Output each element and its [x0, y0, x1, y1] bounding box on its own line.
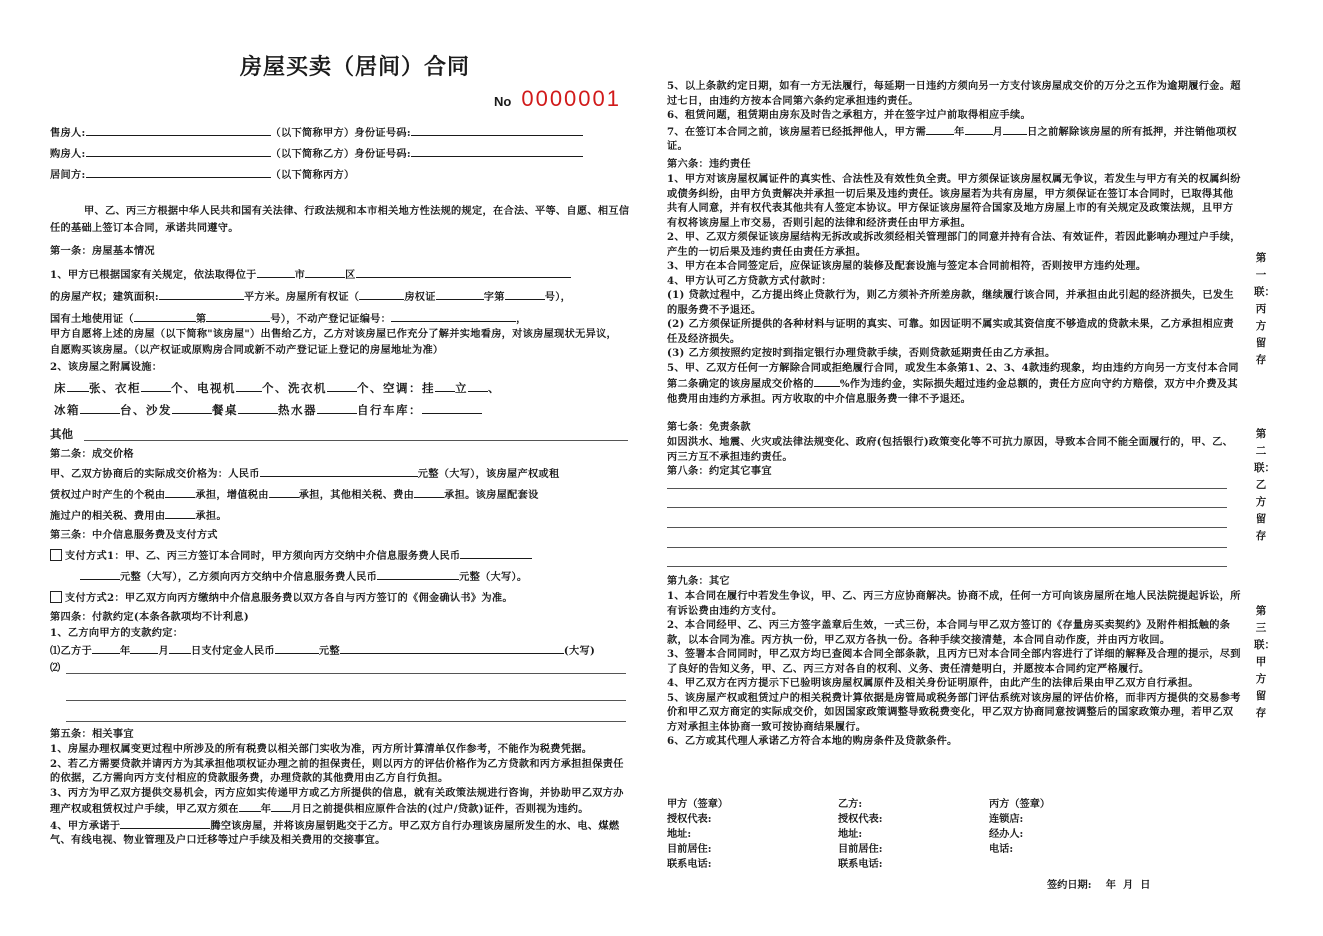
- tv-field[interactable]: [236, 380, 262, 392]
- payment-line[interactable]: [66, 673, 626, 674]
- facilities-row2: 冰箱 台、沙发 餐桌 热水器 自行车库：: [54, 400, 634, 421]
- heater-field[interactable]: [317, 402, 357, 414]
- ac-stand-field[interactable]: [468, 380, 488, 392]
- area-field[interactable]: [159, 288, 244, 300]
- cert-word-field[interactable]: [436, 288, 484, 300]
- deposit-month-field[interactable]: [130, 642, 158, 654]
- buyer-fee-field[interactable]: [377, 568, 459, 580]
- other-matters-line[interactable]: [667, 547, 1227, 548]
- facility-fee-party-field[interactable]: [165, 507, 195, 519]
- mortgage-day-field[interactable]: [1003, 123, 1027, 135]
- copy-label-seller: 第三联：甲方留存: [1254, 605, 1275, 719]
- page-title: 房屋买卖（居间）合同: [240, 54, 471, 80]
- wardrobe-field[interactable]: [141, 380, 171, 392]
- article1-heading: 第一条：房屋基本情况: [50, 245, 155, 257]
- serial-number: [494, 86, 621, 112]
- payment-line[interactable]: [66, 700, 626, 701]
- party-c-signature: 丙方（签章） 连锁店: 经办人: 电话:: [989, 798, 1051, 855]
- agent-name-field[interactable]: [86, 166, 271, 178]
- seller-id-field[interactable]: [411, 124, 583, 136]
- payment-line[interactable]: [66, 721, 626, 722]
- address-field[interactable]: [356, 266, 571, 278]
- other-matters-line[interactable]: [667, 566, 1227, 567]
- price-field[interactable]: [260, 465, 418, 477]
- preamble: 甲、乙、丙三方根据中华人民共和国有关法律、行政法规和本市相关地方性法规的规定，在合法、平等、自愿、相互信任的基础上签订本合同，承诺共同遵守。: [50, 205, 630, 234]
- deposit-amount-field[interactable]: [275, 642, 319, 654]
- washer-field[interactable]: [327, 380, 357, 392]
- district-field[interactable]: [305, 266, 345, 278]
- article6-body: 1、甲方对该房屋权属证件的真实性、合法性及有效性负全责。甲方须保证该房屋权属无争议，若发生与甲方有关的权属纠纷或债务纠纷，由甲方负责解决并承担一切后果及违约责任。该房屋若为共有房屋，甲方须保证在签订本合同时，已取得其他共有人同意，并有权代表其他共有人签定本协议。甲方保证该房屋符合国家及地方房屋上市的有关规定及政策法规，且甲方有权将该房屋上市交易，否则引起的法律和经济责任由甲方承担。 2、甲、乙双方须保证该房屋结构无拆改或拆改须经相关管理部门的同意并持有合法、有效证件，若因此影响办理过户手续，产生的一切后果及违约责任由责任方承担。 3、甲方在本合同签定后，应保证该房屋的装修及配套设施与签定本合同前相符，否则按甲方违约处理。 4、甲方认可乙方贷款方式付款时： (1) 贷款过程中，乙方提出终止贷款行为，则乙方须补齐所差房款，继续履行该合同，并承担由此引起的经济损失，已发生的服务费不予退还。 (2) 乙方须保证所提供的各种材料与证明的真实、可靠。如因证明不属实或其资信度不够造成的贷款未果，乙方承担相应责任及经济损失。 (3) 乙方须按照约定按时到指定银行办理贷款手续，否则贷款延期责任由乙方承担。 5、甲、乙双方任何一方解除合同或拒绝履行合同，或发生本条第1、2、3、4款违约现象，均由违约方向另一方支付本合同第二条确定的该房屋成交价格的 %作为违约金，实际损失超过违约金总额的，责任方应向守约方赔偿，双方中介费及其他费用由违约方承担。丙方收取的中介信息服务费一律不予退还。: [667, 173, 1241, 405]
- right-top-block: 5、以上条款约定日期，如有一方无法履行，每延期一日违约方须向另一方支付该房屋成交价的万分之五作为逾期履行金。超过七日，由违约方按本合同第六条约定承担违约责任。 6、租赁问题，租赁期由房东及时告之承租方，并在签字过户前取得相应手续。 7、在签订本合同之前，该房屋若已经抵押他人，甲方需 年 月 日之前解除该房屋的所有抵押，并注销他项权证。: [667, 80, 1241, 152]
- buyer-id-field[interactable]: [411, 145, 583, 157]
- payment-option1-checkbox[interactable]: [50, 549, 62, 561]
- other-matters-line[interactable]: [667, 488, 1227, 489]
- facilities-row1: 床 张、衣柜 个、电视机 个、洗衣机 个、空调：挂 立 、: [54, 381, 501, 395]
- city-field[interactable]: [257, 266, 295, 278]
- article3-heading: 第三条：中介信息服务费及支付方式: [50, 529, 218, 541]
- mortgage-month-field[interactable]: [965, 123, 993, 135]
- mortgage-year-field[interactable]: [926, 123, 954, 135]
- other-matters-line[interactable]: [667, 507, 1227, 508]
- other-matters-line[interactable]: [667, 527, 1227, 528]
- party-b-signature: 乙方: 授权代表: 地址: 目前居住: 联系电话:: [838, 798, 883, 870]
- table-field[interactable]: [238, 402, 278, 414]
- article4-heading: 第四条：付款约定(本条各款项均不计利息): [50, 611, 250, 623]
- article1-statement: 甲方自愿将上述的房屋（以下简称"该房屋"）出售给乙方，乙方对该房屋已作充分了解并实地看房，对该房屋现状无异议，自愿购买该房屋。（以产权证或原购房合同或新不动产登记证上登记的房屋地址为准）: [50, 328, 618, 356]
- deposit-words-field[interactable]: [340, 642, 564, 654]
- party-a-signature: 甲方（签章） 授权代表: 地址: 目前居住: 联系电话:: [667, 798, 729, 870]
- copy-label-agent: 第一联：丙方留存: [1254, 252, 1275, 366]
- copy-label-buyer: 第二联：乙方留存: [1254, 428, 1275, 542]
- article7-body: 如因洪水、地震、火灾或法律法规变化、政府(包括银行)政策变化等不可抗力原因，导致本合同不能全面履行的，甲、乙、丙三方互不承担违约责任。: [667, 436, 1234, 463]
- seller-name-field[interactable]: [86, 124, 271, 136]
- sofa-field[interactable]: [172, 402, 212, 414]
- garage-field[interactable]: [422, 402, 482, 414]
- other-label: 其他: [50, 427, 73, 441]
- property-reg-field[interactable]: [391, 310, 516, 322]
- facilities-heading: 2、该房屋之附属设施：: [50, 361, 163, 373]
- buyer-name-field[interactable]: [86, 145, 271, 157]
- land-cert-no-field[interactable]: [206, 310, 270, 322]
- seller-fee-cont-field[interactable]: [80, 568, 120, 580]
- article9-heading: 第九条：其它: [667, 575, 730, 587]
- article1-body: 1、甲方已根据国家有关规定，依法取得位于 市 区 的房屋产权；建筑面积: 平方米。房屋所有权证（ 房权证 字第 号）， 国有土地使用证（ 第 号），不动产登记证编号： ，: [50, 264, 630, 330]
- deposit-year-field[interactable]: [92, 642, 120, 654]
- land-cert-field[interactable]: [134, 310, 196, 322]
- other-line[interactable]: [84, 440, 628, 441]
- docs-month-field[interactable]: [271, 800, 291, 812]
- cert-no-field[interactable]: [505, 288, 545, 300]
- serial-value: 0000001: [521, 86, 621, 111]
- party-row: 居间方: （以下简称丙方）: [50, 166, 630, 187]
- tax-party-field[interactable]: [165, 486, 195, 498]
- party-row: 购房人: （以下简称乙方）身份证号码:: [50, 145, 630, 166]
- penalty-percent-field[interactable]: [814, 375, 840, 387]
- article4-item1: ⑴乙方于 年 月 日支付定金人民币 元整 (大写): [50, 642, 630, 659]
- article8-heading: 第八条：约定其它事宜: [667, 465, 772, 477]
- vat-party-field[interactable]: [269, 486, 299, 498]
- party-row: 售房人: （以下简称甲方）身份证号码:: [50, 124, 630, 145]
- serial-label: No: [494, 94, 512, 109]
- article7-heading: 第七条：免责条款: [667, 421, 751, 433]
- ac-wall-field[interactable]: [435, 380, 455, 392]
- payment-option2-checkbox[interactable]: [50, 591, 62, 603]
- article4-item2: ⑵: [50, 662, 61, 674]
- seller-fee-field[interactable]: [460, 547, 532, 559]
- bed-field[interactable]: [67, 380, 89, 392]
- article3-body: 支付方式1：甲、乙、丙三方签订本合同时，甲方须向丙方交纳中介信息服务费人民币 元整（大写），乙方须向丙方交纳中介信息服务费人民币 元整（大写）。 支付方式2：甲乙双方向丙方缴纳中介信息服务费以双方各自与丙方签订的《佣金确认书》为准。: [50, 546, 630, 609]
- article4-p1: 1、乙方向甲方的支款约定：: [50, 627, 184, 639]
- parties-block: [50, 124, 630, 187]
- deposit-day-field[interactable]: [169, 642, 191, 654]
- signing-date: 签约日期: 年 月 日: [1047, 879, 1151, 891]
- docs-year-field[interactable]: [239, 800, 261, 812]
- cert-prefix-field[interactable]: [359, 288, 404, 300]
- fees-party-field[interactable]: [414, 486, 444, 498]
- article5-body: 1、房屋办理权属变更过程中所涉及的所有税费以相关部门实收为准，丙方所计算清单仅作参考，不能作为税费凭据。 2、若乙方需要贷款并请丙方为其承担他项权证办理之前的担保责任，则以丙方的评估价格作为乙方贷款和丙方承担担保责任的依据，乙方需向丙方支付相应的贷款服务费，办理贷款的其他费用由乙方自行负担。 3、丙方为甲乙双方提供交易机会，丙方应如实传递甲方或乙方所提供的信息，就有关政策法规进行咨询，并协助甲乙双方办理产权或租赁权过户手续，甲乙双方须在 年 月日之前提供相应原件合法的(过户/贷款)证件，否则视为违约。 4、甲方承诺于 腾空该房屋，并将该房屋钥匙交于乙方。甲乙双方自行办理该房屋所发生的水、电、煤燃气、有线电视、物业管理及户口迁移等过户手续及相关费用的交接事宜。: [50, 743, 624, 846]
- fridge-field[interactable]: [80, 402, 120, 414]
- handover-date-field[interactable]: [120, 817, 210, 829]
- article2-heading: 第二条：成交价格: [50, 448, 134, 460]
- article9-body: 1、本合同在履行中若发生争议，甲、乙、丙三方应协商解决。协商不成，任何一方可向该房屋所在地人民法院提起诉讼，所有诉讼费由违约方支付。 2、本合同经甲、乙、丙三方签字盖章后生效，一式三份，本合同与甲乙双方签订的《存量房买卖契约》及附件相抵触的条款，以本合同为准。丙方执一份，甲乙双方各执一份。各种手续交接清楚，本合同自动作废，并由丙方收回。 3、签署本合同同时，甲乙双方均已查阅本合同全部条款，且丙方已对本合同全部内容进行了详细的解释及合理的提示，尽到了良好的告知义务，甲、乙、丙三方对各自的权利、义务、责任清楚明白，并愿按本合同约定严格履行。 4、甲乙双方在丙方提示下已验明该房屋权属原件及相关身份证明原件，由此产生的法律后果由甲乙双方自行承担。 5、该房屋产权或租赁过户的相关税费计算依据是房管局或税务部门评估系统对该房屋的评估价格，而非丙方提供的交易参考价和甲乙双方商定的实际成交价，如因国家政策调整导致税费变化，甲乙双方协商同意按调整后的国家政策办理，若甲乙双方对承担主体协商一致可按协商结果履行。 6、乙方或其代理人承诺乙方符合本地的购房条件及贷款条件。: [667, 590, 1241, 747]
- article6-heading: 第六条：违约责任: [667, 158, 751, 170]
- article5-heading: 第五条：相关事宜: [50, 728, 134, 740]
- article2-body: 甲、乙双方协商后的实际成交价格为：人民币 元整（大写），该房屋产权或租 赁权过户时产生的个税由 承担，增值税由 承担，其他相关税、费由 承担。该房屋配套设 施过户的相关税、费用由 承担。: [50, 464, 630, 527]
